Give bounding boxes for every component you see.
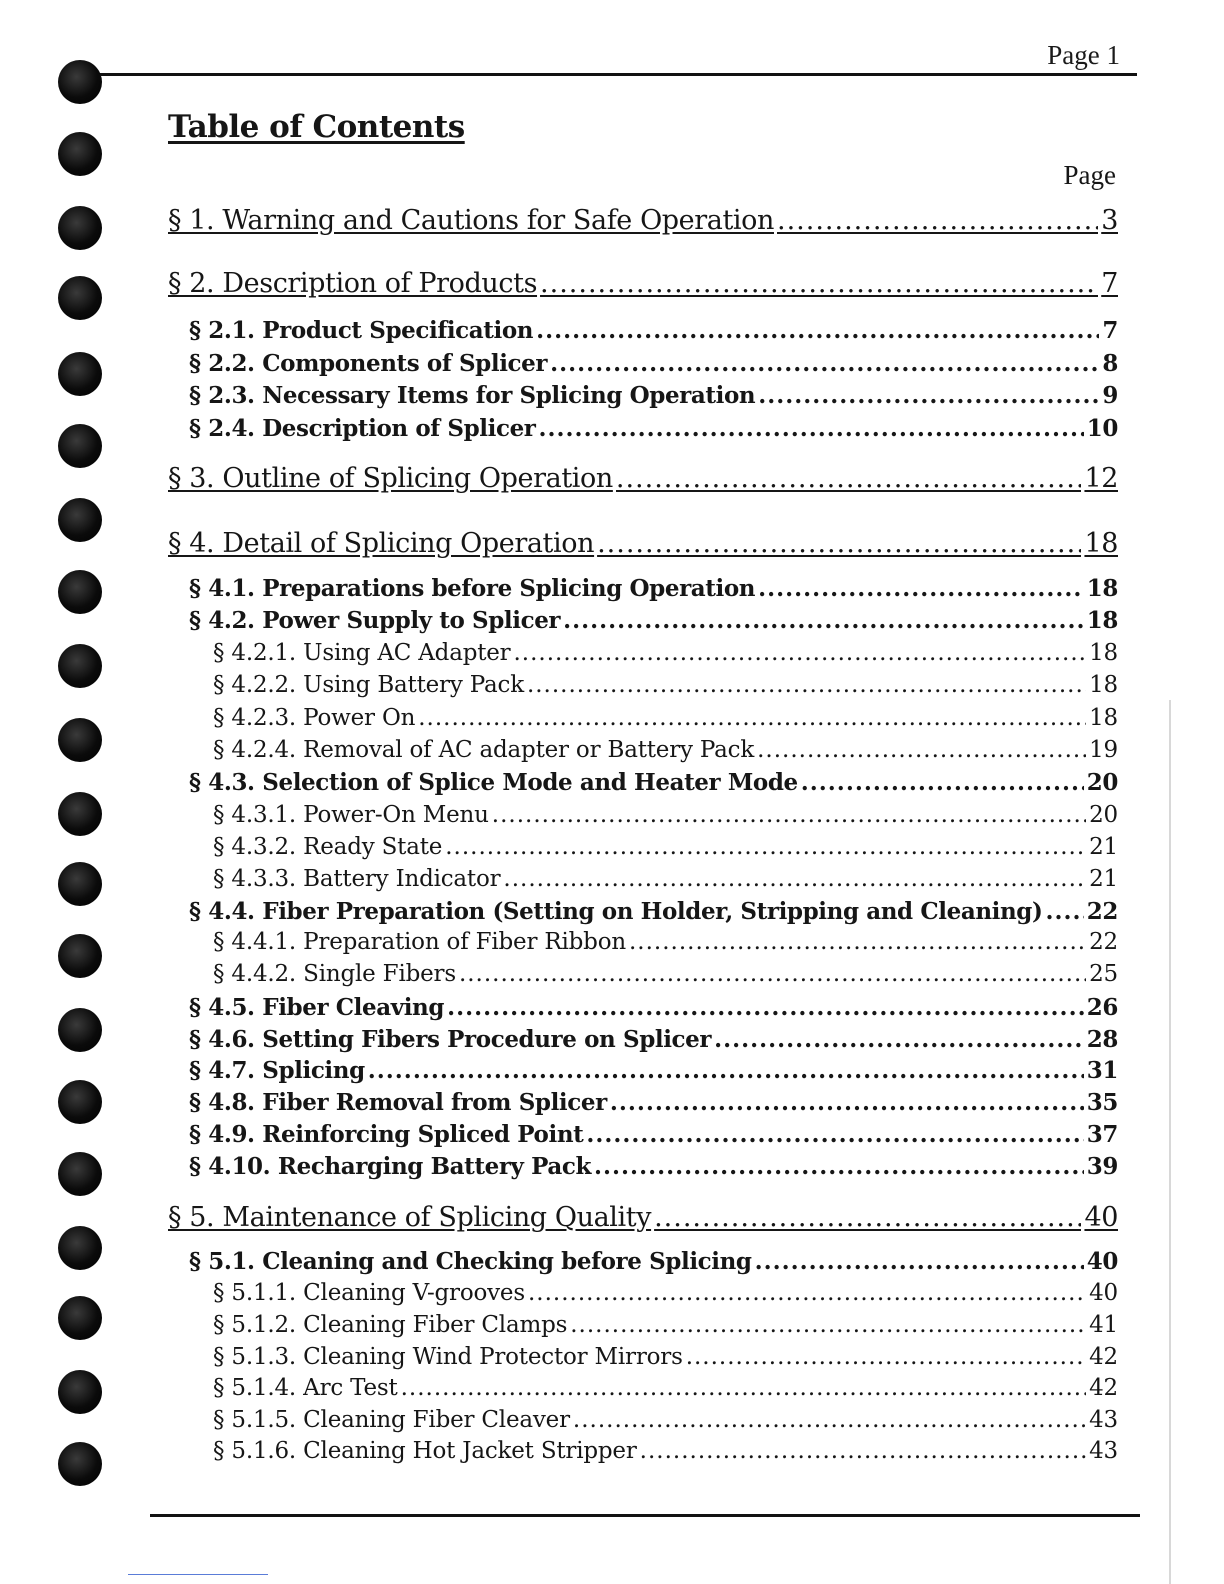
dot-leader [629,929,1086,955]
dot-leader [573,1407,1086,1433]
toc-entry[interactable] [189,607,1118,634]
toc-entry-page: 41 [1089,1312,1118,1338]
dot-leader [401,1375,1087,1401]
toc-entry-page: 18 [1089,672,1118,698]
dot-leader [654,1202,1081,1233]
dot-leader [801,769,1084,796]
toc-entry[interactable] [189,1057,1118,1084]
dot-leader [1045,898,1083,925]
toc-entry-page: 39 [1086,1153,1118,1180]
toc-entry-page: 31 [1086,1057,1118,1084]
toc-entry-label: § 4.2.1. Using AC Adapter [213,640,511,666]
toc-entry-label: § 4.9. Reinforcing Spliced Point [189,1121,584,1148]
dot-leader [503,866,1086,892]
toc-entry-label: § 5.1.6. Cleaning Hot Jacket Stripper [213,1438,637,1464]
toc-entry-page: 18 [1089,705,1118,731]
toc-entry-label: § 4.3.2. Ready State [213,834,443,860]
dot-leader [714,1026,1084,1053]
toc-entry-label: § 5.1.2. Cleaning Fiber Clamps [213,1312,568,1338]
dot-leader [540,268,1098,299]
toc-entry-page: 26 [1086,994,1118,1021]
toc-entry[interactable] [213,1375,1118,1401]
toc-entry-label: § 5.1.3. Cleaning Wind Protector Mirrors [213,1344,683,1370]
toc-entry-page: 9 [1102,382,1118,409]
toc-entry-page: 22 [1089,929,1118,955]
toc-entry-page: 40 [1086,1248,1118,1275]
toc-entry-page: 21 [1089,834,1118,860]
toc-entry[interactable] [189,1089,1118,1116]
toc-entry[interactable] [213,1280,1118,1306]
toc-entry-label: § 4.4. Fiber Preparation (Setting on Holder, Stripping and Cleaning) [189,898,1043,925]
toc-entry-label: § 2. Description of Products [168,268,538,299]
page-number: Page 1 [1047,40,1120,70]
dot-leader [563,607,1084,634]
dot-leader [597,528,1081,559]
toc-entry-label: § 4.2. Power Supply to Splicer [189,607,561,634]
toc-entry[interactable] [213,672,1118,698]
dot-leader [368,1057,1084,1084]
footer-link-underline [128,1574,268,1575]
toc-entry-page: 7 [1101,268,1118,299]
page-edge-shadow [1169,700,1171,1584]
toc-entry-page: 7 [1102,317,1118,344]
toc-entry-page: 21 [1089,866,1118,892]
toc-entry-page: 10 [1086,415,1118,442]
toc-entry-label: § 4.6. Setting Fibers Procedure on Splicer [189,1026,712,1053]
toc-entry-label: § 4.2.3. Power On [213,705,416,731]
dot-leader [755,1248,1084,1275]
toc-entry-label: § 4.4.1. Preparation of Fiber Ribbon [213,929,626,955]
toc-entry-label: § 5. Maintenance of Splicing Quality [168,1202,652,1233]
toc-entry-page: 12 [1084,463,1118,494]
toc-entry-page: 43 [1089,1438,1118,1464]
page-column-header: Page [1063,160,1116,190]
toc-entry[interactable] [168,528,1118,559]
dot-leader [777,205,1098,236]
toc-entry-label: § 4.3. Selection of Splice Mode and Heater Mode [189,769,798,796]
toc-entry-page: 18 [1084,528,1118,559]
dot-leader [536,317,1099,344]
toc-entry[interactable] [213,1344,1118,1370]
toc-entry-page: 18 [1086,575,1118,602]
toc-entry-label: § 5.1.1. Cleaning V-grooves [213,1280,525,1306]
toc-entry-label: § 4.1. Preparations before Splicing Operation [189,575,756,602]
toc-entry-label: § 4.2.4. Removal of AC adapter or Battery Pack [213,737,755,763]
toc-entry[interactable] [213,929,1118,955]
dot-leader [758,575,1084,602]
toc-entry-page: 37 [1086,1121,1118,1148]
toc-entry-page: 42 [1089,1344,1118,1370]
toc-entry-label: § 2.1. Product Specification [189,317,534,344]
toc-title: Table of Contents [168,109,465,145]
toc-entry-label: § 4.4.2. Single Fibers [213,961,456,987]
dot-leader [594,1153,1084,1180]
dot-leader [418,705,1086,731]
toc-entry-page: 40 [1084,1202,1118,1233]
toc-entry-label: § 4.10. Recharging Battery Pack [189,1153,592,1180]
toc-entry-page: 8 [1102,350,1118,377]
toc-entry[interactable] [189,994,1118,1021]
toc-entry[interactable] [189,317,1118,344]
dot-leader [492,802,1086,828]
toc-entry-page: 25 [1089,961,1118,987]
toc-entry-label: § 4.8. Fiber Removal from Splicer [189,1089,607,1116]
toc-entry[interactable] [189,1153,1118,1180]
toc-entry[interactable] [189,575,1118,602]
toc-entry[interactable] [168,268,1118,299]
toc-entry[interactable] [168,205,1118,236]
toc-entry-page: 42 [1089,1375,1118,1401]
toc-entry[interactable] [189,350,1118,377]
dot-leader [528,1280,1086,1306]
dot-leader [757,737,1086,763]
toc-entry[interactable] [189,769,1118,796]
toc-entry-label: § 4.5. Fiber Cleaving [189,994,445,1021]
toc-entry-page: 20 [1086,769,1118,796]
toc-entry[interactable] [168,463,1118,494]
dot-leader [758,382,1099,409]
toc-entry-page: 28 [1086,1026,1118,1053]
toc-entry[interactable] [213,1438,1118,1464]
toc-entry[interactable] [189,382,1118,409]
toc-entry-label: § 4.2.2. Using Battery Pack [213,672,524,698]
toc-entry[interactable] [189,898,1118,925]
dot-leader [640,1438,1086,1464]
toc-entry[interactable] [213,705,1118,731]
toc-entry[interactable] [213,640,1118,666]
toc-entry-page: 20 [1089,802,1118,828]
dot-leader [616,463,1082,494]
dot-leader [539,415,1084,442]
toc-entry[interactable] [213,834,1118,860]
dot-leader [445,834,1086,860]
toc-entry-page: 43 [1089,1407,1118,1433]
toc-entry-label: § 2.3. Necessary Items for Splicing Operation [189,382,756,409]
toc-entry-page: 19 [1089,737,1118,763]
toc-entry-label: § 4.7. Splicing [189,1057,365,1084]
toc-entry-label: § 2.4. Description of Splicer [189,415,536,442]
toc-entry[interactable] [168,1202,1118,1233]
toc-entry[interactable] [213,802,1118,828]
dot-leader [610,1089,1084,1116]
toc-entry-label: § 4.3.1. Power-On Menu [213,802,489,828]
toc-entry[interactable] [213,961,1118,987]
toc-entry[interactable] [189,1121,1118,1148]
dot-leader [459,961,1086,987]
toc-entry-page: 18 [1086,607,1118,634]
dot-leader [570,1312,1086,1338]
toc-entry-label: § 2.2. Components of Splicer [189,350,548,377]
dot-leader [447,994,1084,1021]
dot-leader [527,672,1086,698]
dot-leader [513,640,1086,666]
toc-entry[interactable] [189,1026,1118,1053]
toc-entry-page: 40 [1089,1280,1118,1306]
bottom-rule [150,1514,1140,1517]
toc-entry-label: § 3. Outline of Splicing Operation [168,463,613,494]
toc-entry-label: § 4.3.3. Battery Indicator [213,866,501,892]
toc-entry[interactable] [213,866,1118,892]
toc-entry-page: 35 [1086,1089,1118,1116]
toc-entry[interactable] [213,1312,1118,1338]
toc-entry[interactable] [213,1407,1118,1433]
dot-leader [586,1121,1083,1148]
toc-entry-page: 3 [1101,205,1118,236]
toc-entry-label: § 4. Detail of Splicing Operation [168,528,595,559]
toc-entry-label: § 5.1. Cleaning and Checking before Splicing [189,1248,752,1275]
toc-entry-label: § 5.1.5. Cleaning Fiber Cleaver [213,1407,570,1433]
dot-leader [550,350,1099,377]
toc-entry[interactable] [213,737,1118,763]
toc-entry[interactable] [189,415,1118,442]
toc-entry-page: 18 [1089,640,1118,666]
dot-leader [686,1344,1086,1370]
toc-entry-label: § 5.1.4. Arc Test [213,1375,398,1401]
toc-entry-page: 22 [1086,898,1118,925]
toc-entry[interactable] [189,1248,1118,1275]
toc-entry-label: § 1. Warning and Cautions for Safe Operation [168,205,774,236]
